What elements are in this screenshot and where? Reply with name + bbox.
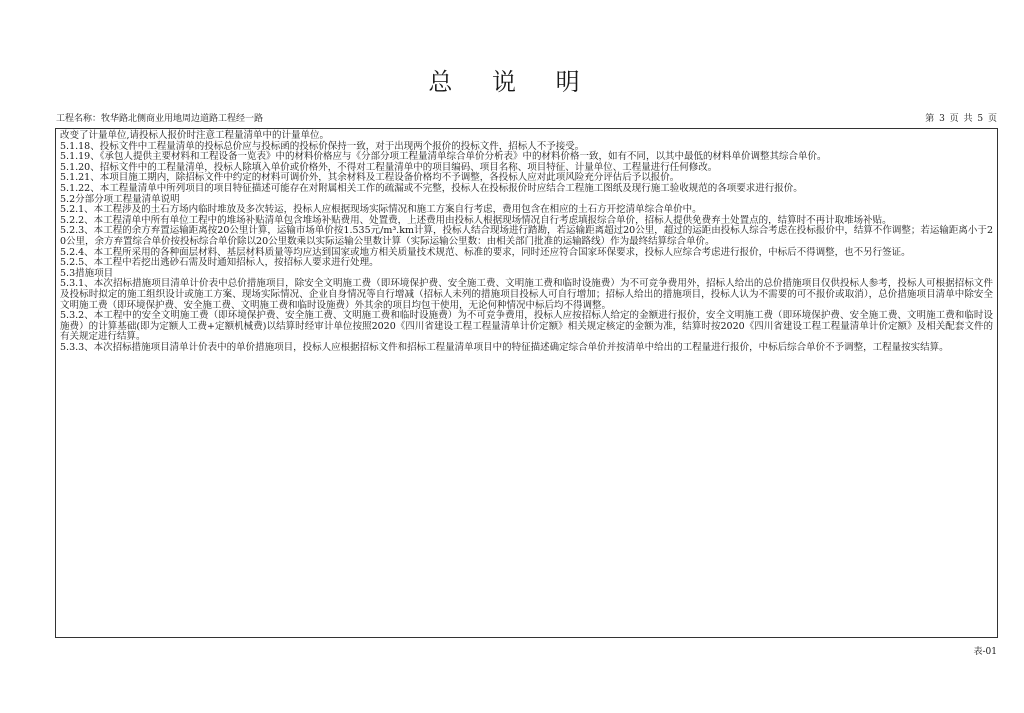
section-heading: 5.2分部分项工程量清单说明 [60,193,180,205]
paragraph: 5.3.3、本次招标措施项目清单计价表中的单价措施项目，投标人应根据招标文件和招标工程量清单项目中的特征描述确定综合单价并按清单中给出的工程量进行报价，中标后综合单价不予调整，工程量按实结算。 [60,341,949,353]
document-header-row [56,112,1000,126]
section-heading: 5.3措施项目 [60,267,114,279]
paragraph: 5.1.20、招标文件中的工程量清单，投标人除填入单价或价格外，不得对工程量清单中的项目编码、项目名称、项目特征、计量单位、工程量进行任何修改。 [60,161,718,173]
paragraph: 5.2.2、本工程清单中所有单位工程中的堆场补贴清单包含堆场补贴费用、处置费，上述费用由投标人根据现场情况自行考虑填报综合单价，招标人提供免费弃土处置点的，结算时不再计取堆场补贴。 [60,214,892,226]
paragraph: 5.2.5、本工程中若挖出逃砂石需及时通知招标人，按招标人要求进行处理。 [60,257,379,269]
paragraph: 5.1.22、本工程量清单中所列项目的项目特征描述可能存在对附属相关工作的疏漏或不完整，投标人在投标报价时应结合工程施工图纸及现行施工验收规范的各项要求进行报价。 [60,182,803,194]
paragraph: 5.2.3、本工程的余方弃置运输距离按20公里计算，运输市场单价按1.535元/m³.km计算，投标人结合现场进行踏勘，若运输距离超过20公里，超过的运距由投标人综合考虑在投标报价中，结算不作调整；若运输距离小于20公里，余方弃置综合单价按投标综合单价除以20公里数乘以实际运输公里数计算（实际运输公里数：由相关部门批准的运输路线）作为最终结算综合单价。 [60,225,993,247]
document-title: 总 说 明 [428,68,596,96]
description-box [55,128,998,638]
project-name: 工程名称：牧华路北侧商业用地周边道路工程经一路 [56,114,264,124]
page-number: 第 3 页 共 5 页 [925,114,998,124]
paragraph: 5.3.1、本次招标措施项目清单计价表中总价措施项目，除安全文明施工费（即环境保护费、安全施工费、文明施工费和临时设施费）为不可竞争费用外，招标人给出的总价措施项目仅供投标人参考，投标人可根据招标文件及投标时拟定的施工组织设计或施工方案、现场实际情况、企业自身情况等自行增减（招标人未列的措施项目投标人可自行增加；招标人给出的措施项目，投标人认为不需要的可不报价或取消），总价措施项目清单中除安全文明施工费（即环境保护费、安全施工费、文明施工费和临时设施费）外其余的项目均包干使用，无论何种情况中标后均不得调整。 [60,278,993,311]
paragraph: 5.1.19、《承包人提供主要材料和工程设备一览表》中的材料价格应与《分部分项工程量清单综合单价分析表》中的材料价格一致，如有不同，以其中最低的材料单价调整其综合单价。 [60,151,827,163]
paragraph: 改变了计量单位,请投标人报价时注意工程量清单中的计量单位。 [60,130,330,141]
paragraph: 5.1.18、投标文件中工程量清单的投标总价应与投标函的投标价保持一致，对于出现两个报价的投标文件，招标人不予接受。 [60,140,585,152]
paragraph: 5.1.21、本项目施工期内，除招标文件中约定的材料可调价外，其余材料及工程设备价格均不予调整，各投标人应对此项风险充分评估后予以报价。 [60,172,680,184]
form-code: 表-01 [973,647,997,657]
paragraph: 5.3.2、本工程中的安全文明施工费（即环境保护费、安全施工费、文明施工费和临时设施费）为不可竞争费用，投标人应按招标人给定的金额进行报价，安全文明施工费（即环境保护费、安全施工费、文明施工费和临时设施费）的计算基础(即为定额人工费+定额机械费)以结算时经审计单位按照2020《四川省建设工程工程量清单计价定额》相关规定核定的金额为准，结算时按2020《四川省建设工程工程量清单计价定额》及相关配套文件的有关规定进行结算。 [60,310,993,343]
paragraph: 5.2.1、本工程涉及的土石方场内临时堆放及多次转运，投标人应根据现场实际情况和施工方案自行考虑，费用包含在相应的土石方开挖清单综合单价中。 [60,204,702,216]
paragraph: 5.2.4、本工程所采用的各种面层材料、基层材料质量等均应达到国家或地方相关质量技术规范、标准的要求，同时还应符合国家环保要求，投标人应综合考虑进行报价，中标后不得调整，也不另行签证。 [60,246,911,258]
